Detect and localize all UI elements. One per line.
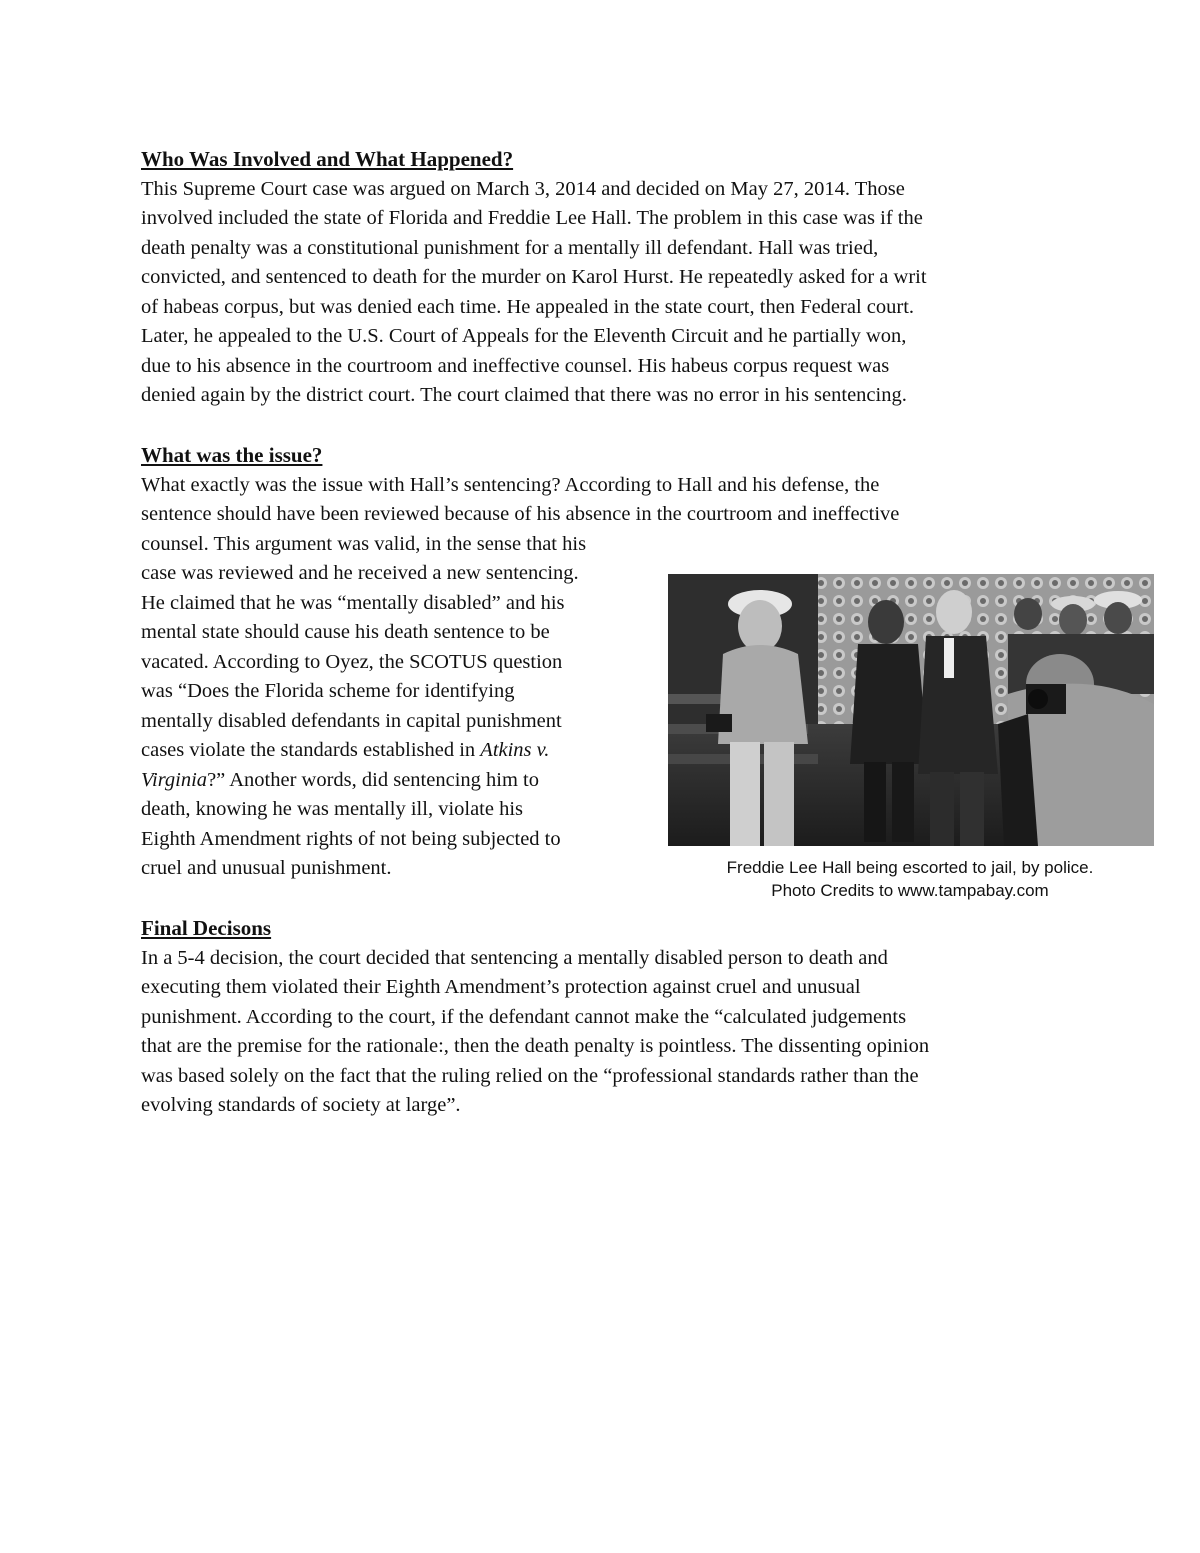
paragraph-line: vacated. According to Oyez, the SCOTUS question xyxy=(141,650,563,673)
line-text: cases violate the standards established in xyxy=(141,739,481,761)
paragraph-line: due to his absence in the courtroom and ineffective counsel. His habeus corpus request was xyxy=(141,354,890,377)
paragraph-line: Later, he appealed to the U.S. Court of Appeals for the Eleventh Circuit and he partially won, xyxy=(141,325,907,347)
paragraph-line: mental state should cause his death sentence to be xyxy=(141,621,550,643)
paragraph-line: counsel. This argument was valid, in the sense that his xyxy=(141,532,587,555)
paragraph-line: Eighth Amendment rights of not being subjected to xyxy=(141,827,561,850)
paragraph-line: This Supreme Court case was argued on March 3, 2014 and decided on May 27, 2014. Those xyxy=(141,177,905,200)
paragraph-line: death, knowing he was mentally ill, violate his xyxy=(141,798,524,820)
paragraph-line: punishment. According to the court, if the defendant cannot make the “calculated judgements xyxy=(141,1005,907,1028)
section-who-was-involved xyxy=(141,145,1061,411)
paragraph-line: involved included the state of Florida and Freddie Lee Hall. The problem in this case was if the xyxy=(141,207,923,229)
paragraph-line: denied again by the district court. The court claimed that there was no error in his sentencing. xyxy=(141,384,907,406)
paragraph-line: of habeas corpus, but was denied each time. He appealed in the state court, then Federal court. xyxy=(141,295,915,318)
paragraph-line: He claimed that he was “mentally disabled” and his xyxy=(141,591,565,614)
photo-caption: Freddie Lee Hall being escorted to jail, by police. xyxy=(726,858,1094,877)
section-heading: Final Decisons xyxy=(141,916,272,940)
paragraph-line: sentence should have been reviewed because of his absence in the courtroom and ineffective xyxy=(141,503,900,525)
paragraph-line: was “Does the Florida scheme for identifying xyxy=(141,680,515,702)
photo-credit: Photo Credits to www.tampabay.com xyxy=(771,881,1049,900)
news-photo xyxy=(668,574,1154,846)
paragraph-line: In a 5-4 decision, the court decided that sentencing a mentally disabled person to death and xyxy=(141,946,888,969)
case-citation-italic: Atkins v. xyxy=(480,739,550,761)
paragraph-line: convicted, and sentenced to death for the murder on Karol Hurst. He repeatedly asked for a writ xyxy=(141,266,927,288)
paragraph-line: death penalty was a constitutional punishment for a mentally ill defendant. Hall was tried, xyxy=(141,236,879,259)
paragraph-line: that are the premise for the rationale:, then the death penalty is pointless. The dissenting opinion xyxy=(141,1035,930,1057)
section-final-decisions xyxy=(141,914,1061,1121)
paragraph-line: case was reviewed and he received a new sentencing. xyxy=(141,562,579,584)
paragraph-line: cruel and unusual punishment. xyxy=(141,857,392,879)
paragraph-line: mentally disabled defendants in capital punishment xyxy=(141,709,562,732)
line-text: ?” Another words, did sentencing him to xyxy=(207,768,539,791)
paragraph-line: evolving standards of society at large”. xyxy=(141,1094,461,1116)
section-heading: What was the issue? xyxy=(141,443,323,467)
paragraph-line: What exactly was the issue with Hall’s sentencing? According to Hall and his defense, the xyxy=(141,473,880,496)
paragraph-line: was based solely on the fact that the ruling relied on the “professional standards rather than the xyxy=(141,1064,919,1087)
section-heading: Who Was Involved and What Happened? xyxy=(141,147,514,171)
paragraph-line: executing them violated their Eighth Amendment’s protection against cruel and unusual xyxy=(141,976,861,998)
case-citation-italic: Virginia xyxy=(141,768,208,791)
